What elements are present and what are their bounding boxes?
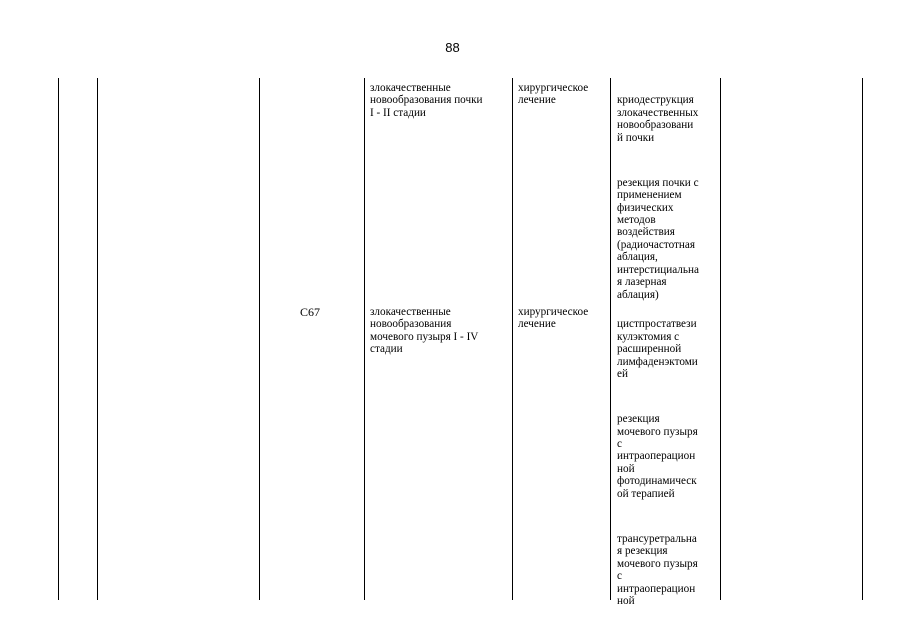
methods-cell	[617, 306, 698, 620]
methods-cell	[617, 82, 699, 313]
method-item: трансуретральна я резекция мочевого пузыря с интраоперацион ной	[617, 532, 698, 607]
diagnosis-cell: злокачественные новообразования мочевого пузыря I - IV стадии	[370, 306, 479, 356]
column-border	[862, 78, 863, 600]
column-border	[97, 78, 98, 600]
code-cell: C67	[300, 305, 321, 319]
method-item: резекция почки с применением физических методов воздействия (радиочастотная аблация, интерстициальна я лазерная аблация)	[617, 176, 699, 301]
treatment-type-cell: хирургическое лечение	[518, 306, 589, 331]
method-item: цистпростатвези кулэктомия с расширенной лимфаденэктоми ей	[617, 318, 698, 381]
column-border	[512, 78, 513, 600]
method-item: резекция мочевого пузыря с интраоперацион ной фотодинамическ ой терапией	[617, 413, 698, 500]
column-border	[259, 78, 260, 600]
column-border	[610, 78, 611, 600]
page-number: 88	[445, 40, 460, 55]
diagnosis-cell: злокачественные новообразования почки I - II стадии	[370, 82, 483, 119]
column-border	[58, 78, 59, 600]
column-border	[364, 78, 365, 600]
treatment-type-cell: хирургическое лечение	[518, 82, 589, 107]
column-border	[720, 78, 721, 600]
method-item: криодеструкция злокачественных новообразовани й почки	[617, 94, 699, 144]
